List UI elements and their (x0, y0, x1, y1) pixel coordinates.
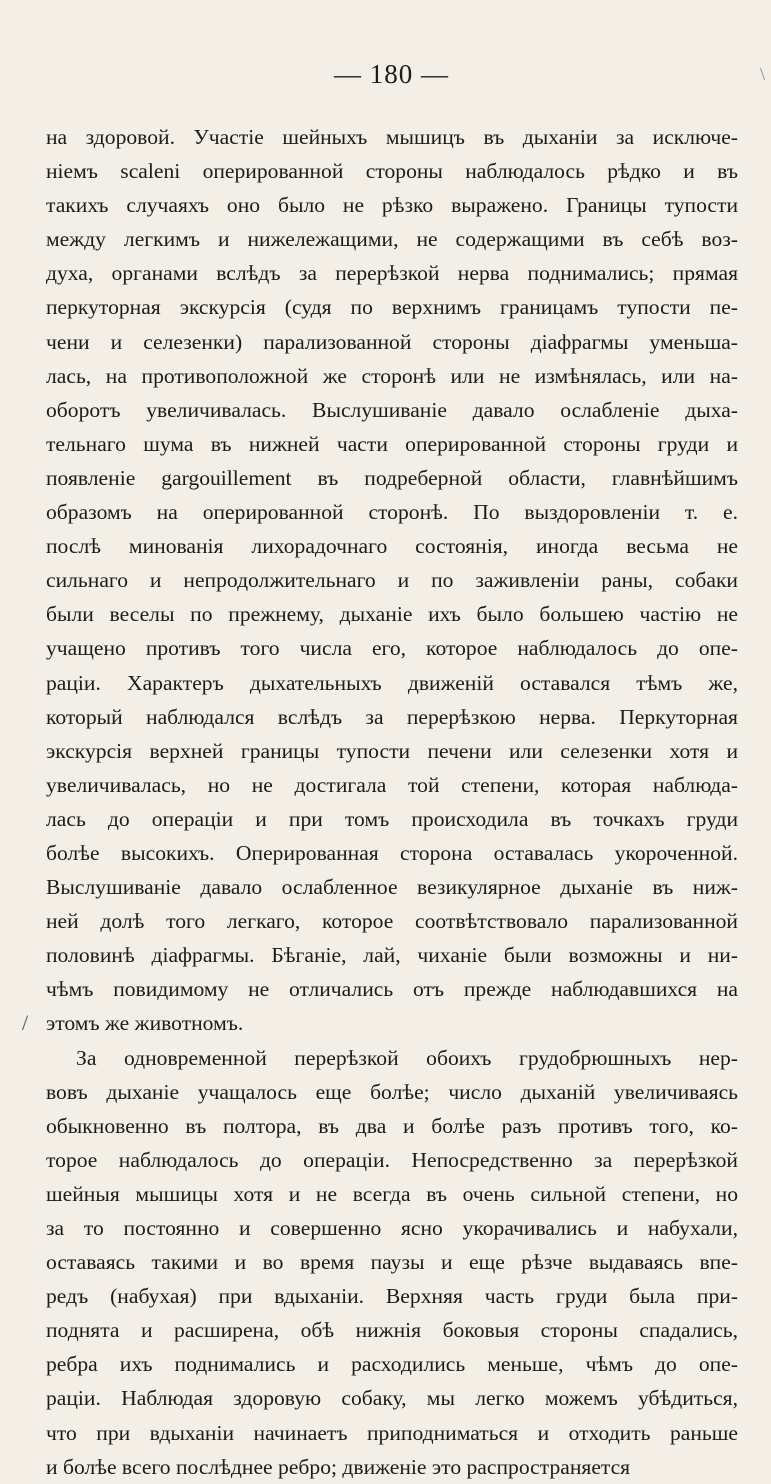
text-line: появленiе gargouillement въ подреберной области, главнѣйшимъ (46, 465, 738, 490)
text-line: За одновременной перерѣзкой обоихъ грудобрюшныхъ нер- (76, 1045, 738, 1070)
text-line: рацiи. Наблюдая здоровую собаку, мы легко можемъ убѣдиться, (46, 1386, 738, 1411)
paragraph (46, 120, 738, 1041)
text-line: такихъ случаяхъ оно было не рѣзко выражено. Границы тупости (46, 193, 738, 218)
text-line: лась до операцiи и при томъ происходила въ точкахъ груди (46, 806, 738, 831)
text-line: нiемъ scaleni оперированной стороны наблюдалось рѣдко и въ (46, 159, 738, 184)
text-line: болѣе высокихъ. Оперированная сторона оставалась укороченной. (46, 840, 738, 865)
text-line: Выслушиванiе давало ослабленное везикулярное дыханiе въ ниж- (46, 875, 738, 900)
text-line: сильнаго и непродолжительнаго и по заживленiи раны, собаки (46, 568, 738, 593)
text-line: учащено противъ того числа его, которое наблюдалось до опе- (46, 636, 738, 661)
text-line: поднята и расширена, обѣ нижнiя боковыя стороны спадались, (46, 1318, 738, 1343)
text-line: который наблюдался вслѣдъ за перерѣзкою нерва. Перкуторная (46, 704, 738, 729)
text-line: чѣмъ повидимому не отличались отъ прежде наблюдавшихся на (46, 977, 738, 1002)
text-line: были веселы по прежнему, дыханiе ихъ было большею частiю не (46, 602, 738, 627)
text-line: половинѣ дiафрагмы. Бѣганiе, лай, чиханiе были возможны и ни- (46, 943, 738, 968)
text-line: ребра ихъ поднимались и расходились меньше, чѣмъ до опе- (46, 1352, 738, 1377)
text-line: чени и селезенки) парализованной стороны дiафрагмы уменьша- (46, 329, 738, 354)
text-line: перкуторная экскурсiя (судя по верхнимъ границамъ тупости пе- (46, 295, 738, 320)
text-line: рацiи. Характеръ дыхательныхъ движенiй оставался тѣмъ же, (46, 670, 738, 695)
text-line: этомъ же животномъ. (46, 1011, 244, 1036)
margin-mark: / (22, 1010, 29, 1035)
text-line: духа, органами вслѣдъ за перерѣзкой нерва поднимались; прямая (46, 261, 738, 286)
text-line: послѣ минованiя лихорадочнаго состоянiя, иногда весьма не (46, 534, 738, 559)
text-line: и болѣе всего послѣднее ребро; движенiе это распространяется (46, 1454, 631, 1479)
corner-mark: \ (759, 64, 765, 84)
text-line: тельнаго шума въ нижней части оперированной стороны груди и (46, 431, 738, 456)
text-line: что при вдыханiи начинаетъ приподниматься и отходить раньше (46, 1420, 738, 1445)
text-line: экскурсiя верхней границы тупости печени или селезенки хотя и (46, 738, 738, 763)
page-text (46, 120, 738, 1484)
text-line: оставаясь такими и во время паузы и еще рѣзче выдаваясь впе- (46, 1250, 738, 1275)
text-line: лась, на противоположной же сторонѣ или не измѣнялась, или на- (46, 363, 738, 388)
text-line: образомъ на оперированной сторонѣ. По выздоровленiи т. е. (46, 500, 738, 525)
text-line: шейныя мышицы хотя и не всегда въ очень сильной степени, но (46, 1181, 738, 1206)
text-line: вовъ дыханiе учащалось еще болѣе; число дыханiй увеличиваясь (46, 1079, 738, 1104)
text-line: ней долѣ того легкаго, которое соотвѣтствовало парализованной (46, 909, 738, 934)
text-line: редъ (набухая) при вдыханiи. Верхняя часть груди была при- (46, 1284, 738, 1309)
text-line: оборотъ увеличивалась. Выслушиванiе давало ослабленiе дыха- (46, 397, 738, 422)
paragraph (46, 1041, 738, 1484)
text-line: между легкимъ и нижележащими, не содержащими въ себѣ воз- (46, 227, 738, 252)
text-line: торое наблюдалось до операцiи. Непосредственно за перерѣзкой (46, 1147, 738, 1172)
text-line: на здоровой. Участiе шейныхъ мышицъ въ дыханiи за исключе- (46, 125, 738, 149)
text-line: обыкновенно въ полтора, въ два и болѣе разъ противъ того, ко- (46, 1113, 738, 1138)
page-number: — 180 — (334, 59, 449, 89)
text-line: за то постоянно и совершенно ясно укорачивались и набухали, (46, 1216, 738, 1240)
text-line: увеличивалась, но не достигала той степени, которая наблюда- (46, 772, 738, 797)
